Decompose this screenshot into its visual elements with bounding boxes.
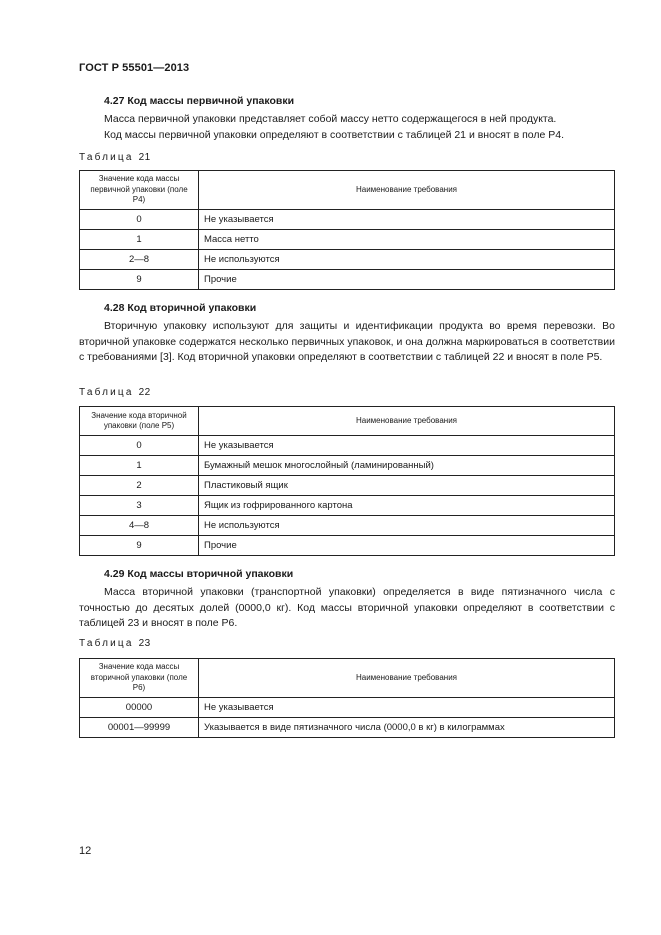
table-cell-code: 4—8 (80, 516, 199, 536)
section-4-29-heading: 4.29 Код массы вторичной упаковки (104, 568, 294, 580)
section-4-27-heading: 4.27 Код массы первичной упаковки (104, 95, 295, 107)
table-cell-code: 00000 (80, 698, 199, 718)
table-row (80, 270, 615, 290)
table-cell-code: 00001—99999 (80, 718, 199, 738)
section-4-29-para: Масса вторичной упаковки (транспортной упаковки) определяется в виде пятизначного числа с точностью до десятых долей (0000,0 кг). Код массы вторичной упаковки определяют в соответствии с таблицей 23 и вносят в поле Р6. (79, 586, 615, 629)
table-23-header-row (80, 659, 615, 698)
table-22-caption (79, 387, 151, 398)
section-4-27-para-1: Масса первичной упаковки представляет собой массу нетто содержащегося в ней продукта. (104, 113, 557, 125)
table-23-col-name: Наименование требования (199, 659, 615, 698)
table-cell-name: Не указывается (199, 698, 615, 718)
table-cell-name: Не указывается (199, 436, 615, 456)
table-cell-name: Не используются (199, 250, 615, 270)
table-22-header-row (80, 407, 615, 436)
section-4-28-heading: 4.28 Код вторичной упаковки (104, 302, 257, 314)
table-row (80, 250, 615, 270)
table-cell-name: Не указывается (199, 210, 615, 230)
table-cell-code: 9 (80, 536, 199, 556)
table-cell-name: Прочие (199, 270, 615, 290)
standard-header: ГОСТ Р 55501—2013 (79, 62, 190, 74)
table-cell-code: 1 (80, 456, 199, 476)
table-row (80, 436, 615, 456)
table-22-caption-number: 22 (138, 387, 151, 398)
table-row (80, 476, 615, 496)
table-row (80, 230, 615, 250)
table-cell-name: Указывается в виде пятизначного числа (0000,0 в кг) в килограммах (199, 718, 615, 738)
table-cell-code: 2—8 (80, 250, 199, 270)
table-cell-name: Бумажный мешок многослойный (ламинированный) (199, 456, 615, 476)
page-number: 12 (79, 845, 92, 857)
table-23-caption-word: Таблица (79, 638, 134, 649)
table-21-header-row (80, 171, 615, 210)
section-4-27-text (79, 112, 615, 143)
section-4-28-text (79, 319, 615, 366)
table-cell-code: 0 (80, 210, 199, 230)
table-row (80, 496, 615, 516)
table-cell-name: Не используются (199, 516, 615, 536)
table-cell-name: Прочие (199, 536, 615, 556)
table-row (80, 698, 615, 718)
table-cell-code: 2 (80, 476, 199, 496)
table-22-col-code: Значение кода вторичной упаковки (поле Р5) (80, 407, 199, 436)
table-21-col-code: Значение кода массы первичной упаковки (поле Р4) (80, 171, 199, 210)
table-23 (79, 658, 615, 738)
table-23-col-code: Значение кода массы вторичной упаковки (поле Р6) (80, 659, 199, 698)
table-21-col-name: Наименование требования (199, 171, 615, 210)
table-21-caption (79, 152, 151, 163)
table-cell-code: 9 (80, 270, 199, 290)
table-23-caption-number: 23 (138, 638, 151, 649)
section-4-27-para-2: Код массы первичной упаковки определяют в соответствии с таблицей 21 и вносят в поле Р4. (104, 128, 565, 141)
table-21-caption-word: Таблица (79, 152, 134, 163)
table-22 (79, 406, 615, 556)
table-21 (79, 170, 615, 290)
table-cell-code: 3 (80, 496, 199, 516)
section-4-29-text (79, 585, 615, 632)
table-cell-name: Ящик из гофрированного картона (199, 496, 615, 516)
table-23-caption (79, 638, 151, 649)
table-row (80, 456, 615, 476)
table-row (80, 718, 615, 738)
table-cell-name: Масса нетто (199, 230, 615, 250)
table-cell-code: 0 (80, 436, 199, 456)
section-4-28-para: Вторичную упаковку используют для защиты и идентификации продукта во время перевозки. Во вторичной упаковке содержатся несколько первичных упаковок, и она должна маркироваться в соответствии с требованиями [3]. Код вторичной упаковки определяют в соответствии с таблицей 22 и вносят в поле Р5. (79, 320, 615, 363)
table-row (80, 210, 615, 230)
table-21-caption-number: 21 (138, 152, 151, 163)
table-row (80, 536, 615, 556)
table-22-col-name: Наименование требования (199, 407, 615, 436)
table-row (80, 516, 615, 536)
table-cell-name: Пластиковый ящик (199, 476, 615, 496)
table-22-caption-word: Таблица (79, 387, 134, 398)
table-cell-code: 1 (80, 230, 199, 250)
